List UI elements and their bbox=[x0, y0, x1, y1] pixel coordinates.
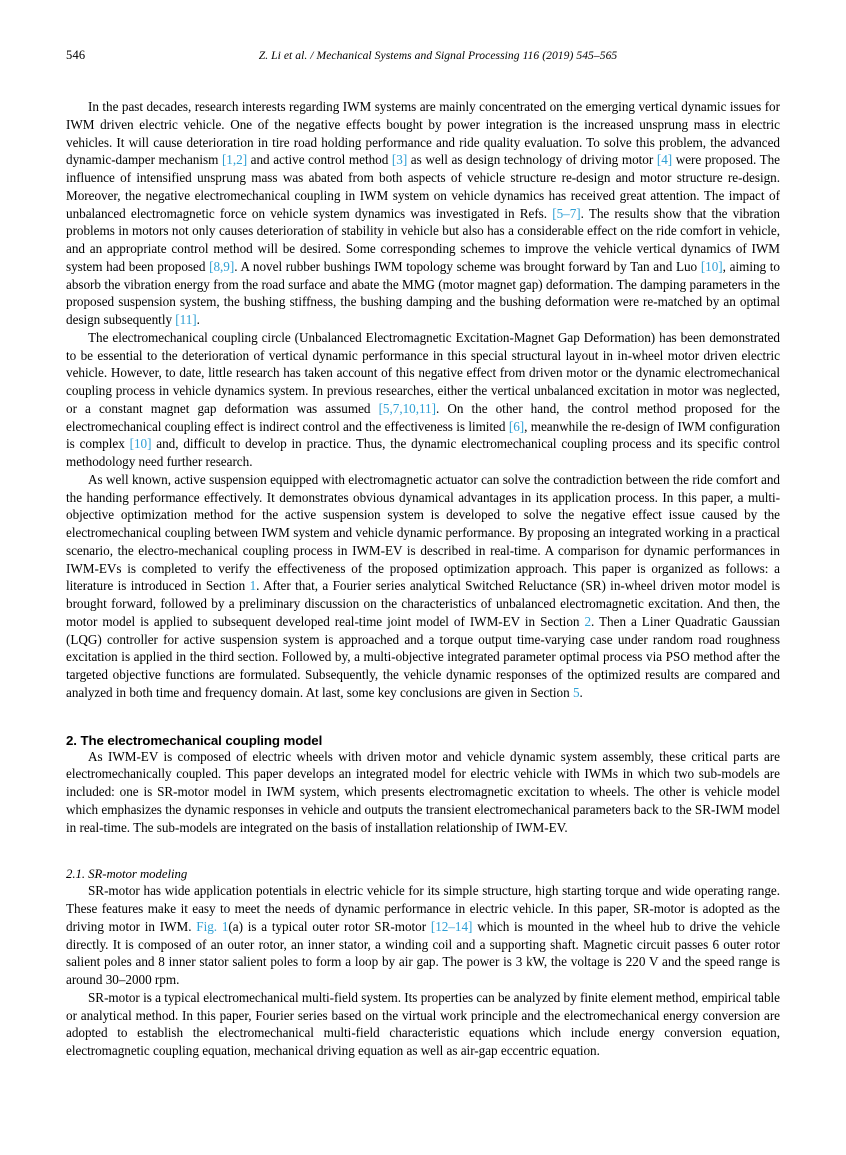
text-run: The electromechanical coupling circle (Unbalanced Electromagnetic Excitation-Magnet Gap Deformation) has been demonstrated to be essential to the deterioration of vertical dynamic performance in this special structural layout in in-wheel motor driven electric vehicle. However, to date, little research has taken account of this negative effect from driven motor or the dynamic electromechanical coupling process in vehicle dynamics system. In previous researches, either the vertical unbalanced excitation in motor was neglected, or a constant magnet gap deformation was assumed bbox=[66, 329, 780, 416]
citation-link[interactable]: [5,7,10,11] bbox=[378, 400, 436, 416]
citation-link[interactable]: [10] bbox=[700, 258, 723, 274]
text-run: As well known, active suspension equipped with electromagnetic actuator can solve the contradiction between the ride comfort and the handing performance effectively. It demonstrates obvious dynamical advantages in its application process. In this paper, a multi-objective optimization method for the active suspension system is developed to solve the negative effect issue caused by the electromechanical coupling between IWM system and vehicle dynamic performance. By proposing an integrated working in a practical scenario, the electro-mechanical coupling process in IWM-EV is described in real-time. A comparison for dynamic performances in IWM-EVs is completed to verify the effectiveness of the proposed optimization approach. This paper is organized as follows: a literature is introduced in Section bbox=[66, 471, 780, 594]
page-number: 546 bbox=[66, 48, 86, 62]
paragraph-2 bbox=[66, 329, 780, 471]
text-run: SR-motor is a typical electromechanical multi-field system. Its properties can be analyzed by finite element method, empirical table or analytical method. In this paper, Fourier series based on the virtual work principle and the electromechanical energy conversion are adopted to establish the electromechanical multi-field characteristic equations which include energy conversion equation, electromagnetic coupling equation, mechanical driving equation as well as air-gap eccentric equation. bbox=[66, 989, 780, 1058]
text-run: and, difficult to develop in practice. Thus, the dynamic electromechanical coupling process and its specific control methodology need further research. bbox=[66, 436, 780, 469]
text-run: . Then a Liner Quadratic Gaussian (LQG) controller for active suspension system is approached and a torque output time-varying case under random road roughness excitation is applied in the third section. Followed by, a multi-objective integrated parameter optimal process via PSO method after the targeted objective functions are formulated. Subsequently, the vehicle dynamic responses of the optimized results are compared and analyzed in both time and frequency domain. At last, some key conclusions are given in Section bbox=[66, 613, 780, 700]
citation-link[interactable]: [11] bbox=[175, 312, 197, 327]
text-run: SR-motor has wide application potentials in electric vehicle for its simple structure, high starting torque and wide operating range. These features make it easy to meet the needs of dynamic performance in electric vehicle. In this paper, SR-motor is adopted as the driving motor in IWM. bbox=[66, 883, 780, 934]
running-head bbox=[66, 48, 780, 62]
citation-link[interactable]: [10] bbox=[129, 436, 152, 452]
citation-link[interactable]: [3] bbox=[391, 152, 408, 168]
text-run: . On the other hand, the control method proposed for the electromechanical coupling effect is indirect control and the effectiveness is limited bbox=[66, 400, 780, 434]
text-run: (a) is a typical outer rotor SR-motor bbox=[228, 918, 431, 934]
text-run: . A novel rubber bushings IWM topology scheme was brought forward by Tan and Luo bbox=[234, 258, 701, 274]
citation-link[interactable]: [4] bbox=[656, 152, 673, 168]
paragraph-4 bbox=[66, 748, 780, 837]
text-run: . The results show that the vibration problems in motors not only causes deterioration of stability in vehicle but also has a considerable effect on the ride comfort in vehicle, and an appropriate control method will be desired. Some corresponding schemes to improve the vehicle vertical dynamics of IWM system had been proposed bbox=[66, 205, 780, 274]
section-link[interactable]: 1 bbox=[249, 578, 257, 594]
text-run: As IWM-EV is composed of electric wheels with driven motor and vehicle dynamic system assembly, these critical parts are electromechanically coupled. This paper develops an integrated model for electric vehicle with IWMs in which two sub-models are included: one is SR-motor model in IWM system, which presents electromagnetic excitation to wheels. The other is vehicle model which emphasizes the dynamic responses in vehicle and outputs the transient electromechanical parameters back to the SR-IWM model in real-time. The sub-models are integrated on the basis of installation relationship of IWM-EV. bbox=[66, 748, 780, 835]
text-run: which is mounted in the wheel hub to drive the vehicle directly. It is composed of an outer rotor, an inner stator, a winding coil and a supporting shaft. Magnetic circuit passes 6 outer rotor salient poles and 8 inner stator salient poles to form a loop by air gap. The power is 3 kW, the voltage is 220 V and the speed range is around 30–2000 rpm. bbox=[66, 918, 781, 987]
text-run: In the past decades, research interests regarding IWM systems are mainly concentrated on the emerging vertical dynamic issues for IWM driven electric vehicle. One of the negative effects bought by power integration is the increased unsprung mass in electric vehicles. It will cause deterioration in tire road holding performance and ride quality evaluation. To solve this problem, the advanced dynamic-damper mechanism bbox=[66, 99, 780, 168]
section-link[interactable]: 5 bbox=[572, 684, 580, 700]
citation-link[interactable]: [8,9] bbox=[209, 258, 235, 274]
text-run: . After that, a Fourier series analytical Switched Reluctance (SR) in-wheel driven motor model is brought forward, followed by a preliminary discussion on the characteristics of unbalanced electromagnetic excitation. And then, the motor model is applied to subsequent developed real-time joint model of IWM-EV in Section bbox=[66, 578, 780, 629]
text-run: . bbox=[579, 684, 583, 700]
text-run: , aiming to absorb the vibration energy from the road surface and abate the MMG (motor magnet gap) deformation. The damping parameters in the proposed suspension system, the bushing stiffness, the bushing damping and the bushing deformation were re-matched by an optimal design subsequently bbox=[66, 258, 780, 327]
citation-link[interactable]: [12–14] bbox=[430, 918, 473, 934]
paragraph-3 bbox=[66, 471, 780, 702]
text-run: as well as design technology of driving motor bbox=[407, 152, 657, 168]
citation-link[interactable]: [5–7] bbox=[552, 205, 581, 221]
journal-running-title: Z. Li et al. / Mechanical Systems and Signal Processing 116 (2019) 545–565 bbox=[258, 49, 618, 62]
paragraph-5 bbox=[66, 882, 780, 989]
figure-link[interactable]: Fig. 1 bbox=[196, 918, 229, 934]
text-run: were proposed. The influence of intensified unsprung mass was abated from both aspects of vehicle structure re-design and motor structure re-design. Moreover, the negative electromechanical coupling in IWM system on vehicle dynamics has received great attention. The impact of unbalanced electromagnetic force on vehicle system dynamics was investigated in Refs. bbox=[66, 152, 781, 221]
section-link[interactable]: 2 bbox=[584, 613, 592, 629]
text-run: , meanwhile the re-design of IWM configuration is complex bbox=[66, 418, 781, 452]
subsection-heading-2-1: 2.1. SR-motor modeling bbox=[66, 867, 188, 882]
section-heading-2: 2. The electromechanical coupling model bbox=[66, 732, 323, 748]
citation-link[interactable]: [6] bbox=[508, 418, 525, 434]
citation-link[interactable]: [1,2] bbox=[221, 152, 248, 168]
text-run: . bbox=[196, 312, 200, 327]
paragraph-6 bbox=[66, 989, 780, 1060]
text-run: and active control method bbox=[247, 152, 392, 168]
paragraph-1 bbox=[66, 98, 780, 329]
